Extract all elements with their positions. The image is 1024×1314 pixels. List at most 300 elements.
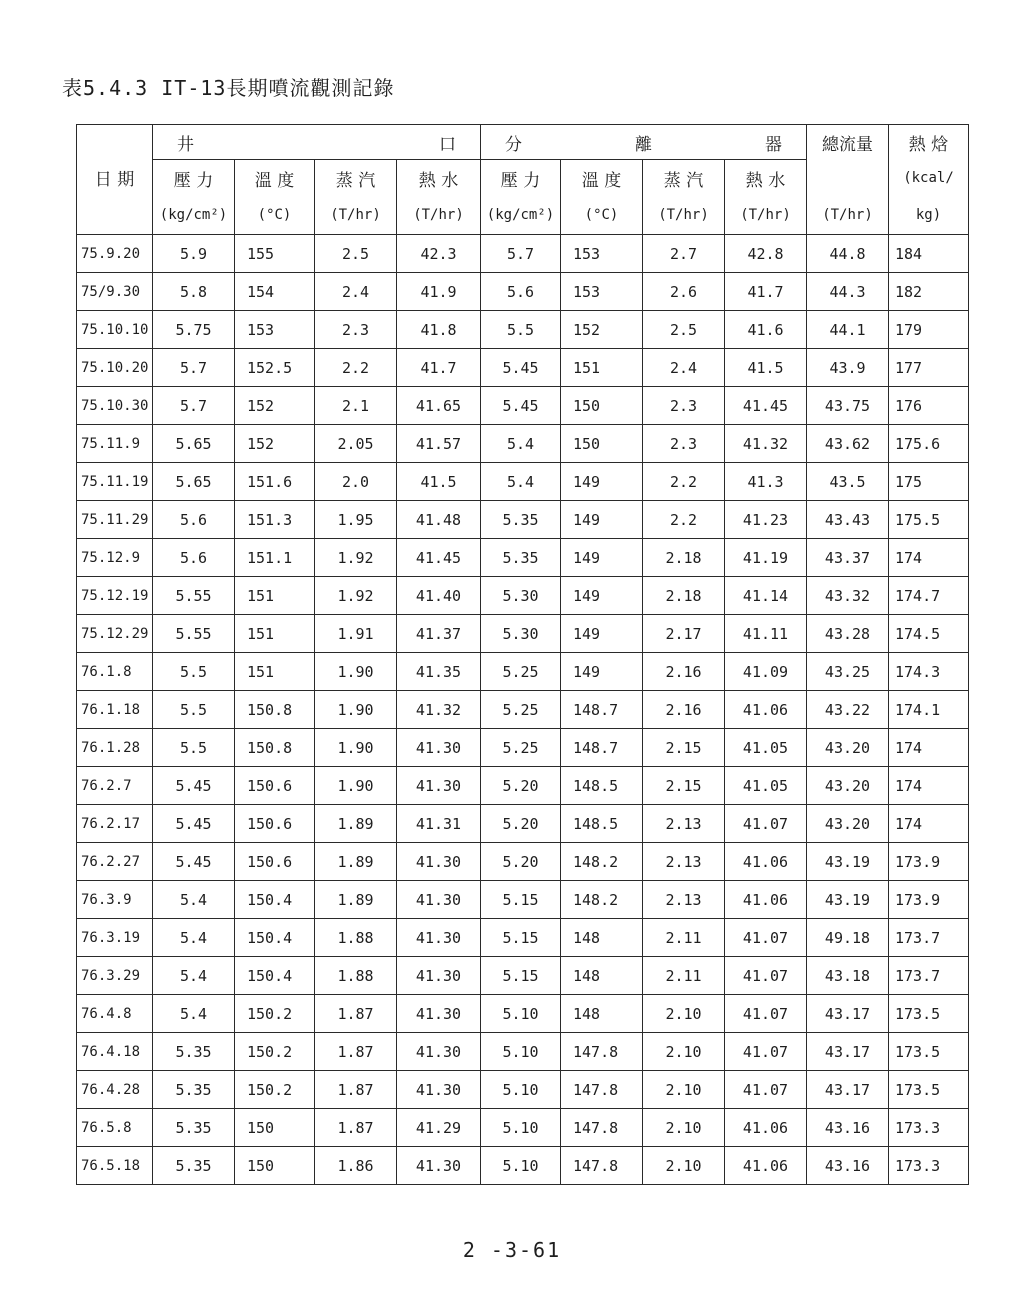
sep-temperature-cell: 153 xyxy=(561,273,643,311)
wh-hot-water-unit: (T/hr) xyxy=(397,196,481,235)
sep-pressure-cell: 5.15 xyxy=(481,957,561,995)
enthalpy-cell: 173.5 xyxy=(889,1033,969,1071)
table-row xyxy=(77,653,969,691)
table-row xyxy=(77,843,969,881)
wh-steam-cell: 2.2 xyxy=(315,349,397,387)
date-cell: 76.4.8 xyxy=(77,995,153,1033)
observation-table-wrapper xyxy=(76,124,969,1185)
total-flow-cell: 43.75 xyxy=(807,387,889,425)
sep-hot-water-cell: 41.23 xyxy=(725,501,807,539)
sep-hot-water-cell: 41.05 xyxy=(725,729,807,767)
enthalpy-cell: 174 xyxy=(889,539,969,577)
sep-hot-water-cell: 42.8 xyxy=(725,235,807,273)
sep-temperature-cell: 148.2 xyxy=(561,843,643,881)
sep-hot-water-header: 熱 水 xyxy=(725,160,807,197)
table-row xyxy=(77,1109,969,1147)
wh-hot-water-cell: 41.30 xyxy=(397,1033,481,1071)
sep-temperature-unit: (°C) xyxy=(561,196,643,235)
table-row xyxy=(77,501,969,539)
wh-temperature-unit: (°C) xyxy=(235,196,315,235)
table-row xyxy=(77,1071,969,1109)
sep-temperature-cell: 149 xyxy=(561,577,643,615)
sep-hot-water-cell: 41.3 xyxy=(725,463,807,501)
enthalpy-cell: 179 xyxy=(889,311,969,349)
wh-pressure-cell: 5.75 xyxy=(153,311,235,349)
total-flow-header: 總流量 xyxy=(807,125,889,160)
wh-pressure-cell: 5.9 xyxy=(153,235,235,273)
page-number: 2 -3-61 xyxy=(462,1238,562,1262)
wh-temperature-cell: 152 xyxy=(235,387,315,425)
wh-pressure-cell: 5.5 xyxy=(153,653,235,691)
wh-steam-cell: 1.87 xyxy=(315,1109,397,1147)
date-header-bottom xyxy=(77,196,153,235)
sep-hot-water-cell: 41.07 xyxy=(725,805,807,843)
wh-steam-header: 蒸 汽 xyxy=(315,160,397,197)
wh-temperature-cell: 150.6 xyxy=(235,805,315,843)
wh-temperature-cell: 151.1 xyxy=(235,539,315,577)
sep-hot-water-cell: 41.06 xyxy=(725,1147,807,1185)
date-cell: 76.3.19 xyxy=(77,919,153,957)
table-row xyxy=(77,881,969,919)
sep-pressure-cell: 5.35 xyxy=(481,501,561,539)
wh-hot-water-cell: 41.48 xyxy=(397,501,481,539)
sep-temperature-cell: 149 xyxy=(561,501,643,539)
wh-hot-water-cell: 41.29 xyxy=(397,1109,481,1147)
sep-hot-water-cell: 41.45 xyxy=(725,387,807,425)
wh-temperature-cell: 150.4 xyxy=(235,919,315,957)
enthalpy-cell: 173.9 xyxy=(889,843,969,881)
sep-steam-cell: 2.10 xyxy=(643,1033,725,1071)
total-flow-cell: 44.1 xyxy=(807,311,889,349)
sep-temperature-cell: 150 xyxy=(561,387,643,425)
wh-steam-cell: 1.95 xyxy=(315,501,397,539)
total-flow-cell: 43.9 xyxy=(807,349,889,387)
enthalpy-cell: 173.7 xyxy=(889,919,969,957)
total-flow-cell: 43.62 xyxy=(807,425,889,463)
wh-pressure-header: 壓 力 xyxy=(153,160,235,197)
date-cell: 75.10.20 xyxy=(77,349,153,387)
total-flow-cell: 43.37 xyxy=(807,539,889,577)
wh-temperature-cell: 150.8 xyxy=(235,691,315,729)
sep-pressure-cell: 5.30 xyxy=(481,615,561,653)
sep-temperature-cell: 149 xyxy=(561,615,643,653)
wh-steam-cell: 1.92 xyxy=(315,539,397,577)
sep-steam-cell: 2.10 xyxy=(643,995,725,1033)
sep-steam-cell: 2.4 xyxy=(643,349,725,387)
sep-pressure-cell: 5.15 xyxy=(481,881,561,919)
sep-pressure-cell: 5.25 xyxy=(481,691,561,729)
wh-hot-water-cell: 41.32 xyxy=(397,691,481,729)
wh-hot-water-cell: 41.57 xyxy=(397,425,481,463)
date-cell: 75.11.9 xyxy=(77,425,153,463)
wh-hot-water-cell: 41.30 xyxy=(397,767,481,805)
wh-temperature-cell: 150.6 xyxy=(235,843,315,881)
enthalpy-cell: 174 xyxy=(889,729,969,767)
wh-hot-water-cell: 41.30 xyxy=(397,843,481,881)
sep-temperature-cell: 153 xyxy=(561,235,643,273)
wh-hot-water-cell: 41.37 xyxy=(397,615,481,653)
sep-temperature-cell: 149 xyxy=(561,539,643,577)
wh-temperature-cell: 150.8 xyxy=(235,729,315,767)
total-flow-cell: 43.25 xyxy=(807,653,889,691)
sep-temperature-cell: 147.8 xyxy=(561,1147,643,1185)
enthalpy-header: 熱 焓 xyxy=(889,125,969,160)
sep-steam-cell: 2.16 xyxy=(643,691,725,729)
wh-temperature-cell: 151 xyxy=(235,615,315,653)
sep-hot-water-cell: 41.07 xyxy=(725,995,807,1033)
wh-hot-water-cell: 41.30 xyxy=(397,881,481,919)
sep-hot-water-cell: 41.06 xyxy=(725,881,807,919)
wh-temperature-cell: 150.2 xyxy=(235,1071,315,1109)
wh-pressure-cell: 5.5 xyxy=(153,729,235,767)
total-flow-cell: 43.5 xyxy=(807,463,889,501)
table-title: 表5.4.3 IT-13長期噴流觀測記錄 xyxy=(62,76,395,100)
sep-temperature-cell: 148 xyxy=(561,957,643,995)
total-flow-cell: 43.16 xyxy=(807,1147,889,1185)
sep-pressure-cell: 5.10 xyxy=(481,995,561,1033)
date-cell: 76.5.8 xyxy=(77,1109,153,1147)
date-cell: 76.3.9 xyxy=(77,881,153,919)
total-flow-cell: 49.18 xyxy=(807,919,889,957)
enthalpy-cell: 173.5 xyxy=(889,995,969,1033)
enthalpy-cell: 174.1 xyxy=(889,691,969,729)
sep-temperature-cell: 148 xyxy=(561,919,643,957)
wh-steam-cell: 1.90 xyxy=(315,767,397,805)
sep-steam-cell: 2.3 xyxy=(643,387,725,425)
enthalpy-cell: 174.3 xyxy=(889,653,969,691)
sep-temperature-cell: 149 xyxy=(561,463,643,501)
sep-hot-water-cell: 41.07 xyxy=(725,1071,807,1109)
wh-steam-cell: 1.89 xyxy=(315,881,397,919)
wh-temperature-cell: 153 xyxy=(235,311,315,349)
date-cell: 75.12.19 xyxy=(77,577,153,615)
wellhead-label-left: 井 xyxy=(177,134,194,155)
table-row xyxy=(77,311,969,349)
enthalpy-cell: 184 xyxy=(889,235,969,273)
wh-hot-water-cell: 41.8 xyxy=(397,311,481,349)
date-cell: 75.11.29 xyxy=(77,501,153,539)
table-row xyxy=(77,805,969,843)
total-flow-cell: 43.20 xyxy=(807,767,889,805)
wh-temperature-cell: 151.6 xyxy=(235,463,315,501)
wh-pressure-cell: 5.35 xyxy=(153,1033,235,1071)
wh-pressure-cell: 5.65 xyxy=(153,425,235,463)
wellhead-group-header xyxy=(153,125,481,160)
enthalpy-cell: 177 xyxy=(889,349,969,387)
wh-pressure-cell: 5.35 xyxy=(153,1071,235,1109)
enthalpy-cell: 175 xyxy=(889,463,969,501)
wh-temperature-cell: 155 xyxy=(235,235,315,273)
date-header: 日 期 xyxy=(77,160,153,197)
total-flow-cell: 43.19 xyxy=(807,881,889,919)
wh-temperature-cell: 151.3 xyxy=(235,501,315,539)
sep-temperature-cell: 150 xyxy=(561,425,643,463)
sep-pressure-unit: (kg/cm²) xyxy=(481,196,561,235)
wh-steam-cell: 1.88 xyxy=(315,957,397,995)
table-row xyxy=(77,349,969,387)
sep-steam-cell: 2.6 xyxy=(643,273,725,311)
enthalpy-unit-top: (kcal/ xyxy=(889,160,969,197)
wh-pressure-cell: 5.7 xyxy=(153,387,235,425)
wh-temperature-cell: 150 xyxy=(235,1109,315,1147)
sep-temperature-cell: 148.2 xyxy=(561,881,643,919)
total-flow-unit: (T/hr) xyxy=(807,196,889,235)
wh-pressure-cell: 5.4 xyxy=(153,995,235,1033)
sep-temperature-cell: 147.8 xyxy=(561,1033,643,1071)
table-row xyxy=(77,577,969,615)
enthalpy-cell: 173.3 xyxy=(889,1109,969,1147)
enthalpy-cell: 173.7 xyxy=(889,957,969,995)
total-flow-cell: 43.22 xyxy=(807,691,889,729)
sep-hot-water-cell: 41.06 xyxy=(725,1109,807,1147)
wh-steam-cell: 1.91 xyxy=(315,615,397,653)
sep-temperature-cell: 147.8 xyxy=(561,1109,643,1147)
wh-steam-cell: 2.05 xyxy=(315,425,397,463)
sep-hot-water-cell: 41.06 xyxy=(725,843,807,881)
sep-pressure-cell: 5.45 xyxy=(481,387,561,425)
sep-pressure-cell: 5.5 xyxy=(481,311,561,349)
wh-pressure-cell: 5.4 xyxy=(153,881,235,919)
table-row xyxy=(77,957,969,995)
observation-table xyxy=(76,124,969,1185)
sep-pressure-cell: 5.30 xyxy=(481,577,561,615)
enthalpy-cell: 174.7 xyxy=(889,577,969,615)
sep-steam-cell: 2.2 xyxy=(643,501,725,539)
total-flow-cell: 43.28 xyxy=(807,615,889,653)
sep-hot-water-cell: 41.6 xyxy=(725,311,807,349)
sep-steam-cell: 2.15 xyxy=(643,767,725,805)
total-flow-cell: 43.18 xyxy=(807,957,889,995)
sep-temperature-cell: 149 xyxy=(561,653,643,691)
wh-steam-cell: 2.5 xyxy=(315,235,397,273)
enthalpy-cell: 173.9 xyxy=(889,881,969,919)
wh-pressure-cell: 5.65 xyxy=(153,463,235,501)
wh-hot-water-header: 熱 水 xyxy=(397,160,481,197)
wh-steam-cell: 1.87 xyxy=(315,1033,397,1071)
wh-pressure-cell: 5.6 xyxy=(153,501,235,539)
wh-temperature-cell: 150.4 xyxy=(235,881,315,919)
sep-hot-water-cell: 41.14 xyxy=(725,577,807,615)
wh-hot-water-cell: 41.31 xyxy=(397,805,481,843)
table-row xyxy=(77,425,969,463)
sep-pressure-cell: 5.10 xyxy=(481,1071,561,1109)
enthalpy-cell: 174 xyxy=(889,767,969,805)
sep-steam-cell: 2.13 xyxy=(643,843,725,881)
sep-hot-water-unit: (T/hr) xyxy=(725,196,807,235)
sep-hot-water-cell: 41.19 xyxy=(725,539,807,577)
wh-hot-water-cell: 41.45 xyxy=(397,539,481,577)
sep-temperature-cell: 148.5 xyxy=(561,767,643,805)
sep-steam-cell: 2.13 xyxy=(643,881,725,919)
date-cell: 75.12.29 xyxy=(77,615,153,653)
sep-hot-water-cell: 41.32 xyxy=(725,425,807,463)
date-cell: 75.10.30 xyxy=(77,387,153,425)
date-cell: 76.4.28 xyxy=(77,1071,153,1109)
date-cell: 76.4.18 xyxy=(77,1033,153,1071)
separator-group-header xyxy=(481,125,807,160)
total-flow-cell: 43.17 xyxy=(807,995,889,1033)
total-flow-cell: 43.19 xyxy=(807,843,889,881)
wh-pressure-cell: 5.6 xyxy=(153,539,235,577)
date-cell: 76.2.17 xyxy=(77,805,153,843)
wh-pressure-cell: 5.35 xyxy=(153,1147,235,1185)
sep-steam-unit: (T/hr) xyxy=(643,196,725,235)
wh-hot-water-cell: 42.3 xyxy=(397,235,481,273)
wh-hot-water-cell: 41.30 xyxy=(397,1071,481,1109)
sep-steam-cell: 2.7 xyxy=(643,235,725,273)
wh-hot-water-cell: 41.65 xyxy=(397,387,481,425)
wh-pressure-cell: 5.8 xyxy=(153,273,235,311)
wh-steam-cell: 1.88 xyxy=(315,919,397,957)
wh-pressure-cell: 5.7 xyxy=(153,349,235,387)
total-flow-header-mid xyxy=(807,160,889,197)
sep-hot-water-cell: 41.7 xyxy=(725,273,807,311)
sep-hot-water-cell: 41.07 xyxy=(725,957,807,995)
wh-hot-water-cell: 41.5 xyxy=(397,463,481,501)
wh-hot-water-cell: 41.30 xyxy=(397,957,481,995)
enthalpy-cell: 175.6 xyxy=(889,425,969,463)
sep-hot-water-cell: 41.05 xyxy=(725,767,807,805)
wh-steam-cell: 1.90 xyxy=(315,691,397,729)
table-row xyxy=(77,615,969,653)
sep-hot-water-cell: 41.06 xyxy=(725,691,807,729)
wh-hot-water-cell: 41.30 xyxy=(397,1147,481,1185)
wh-temperature-cell: 151 xyxy=(235,653,315,691)
sep-pressure-cell: 5.4 xyxy=(481,425,561,463)
wh-hot-water-cell: 41.30 xyxy=(397,995,481,1033)
wh-hot-water-cell: 41.40 xyxy=(397,577,481,615)
sep-steam-cell: 2.11 xyxy=(643,919,725,957)
sep-steam-cell: 2.10 xyxy=(643,1109,725,1147)
sep-pressure-cell: 5.45 xyxy=(481,349,561,387)
total-flow-cell: 43.43 xyxy=(807,501,889,539)
enthalpy-cell: 174 xyxy=(889,805,969,843)
wh-steam-cell: 1.90 xyxy=(315,729,397,767)
sep-temperature-cell: 151 xyxy=(561,349,643,387)
table-row xyxy=(77,1033,969,1071)
enthalpy-cell: 173.5 xyxy=(889,1071,969,1109)
sep-steam-cell: 2.2 xyxy=(643,463,725,501)
date-cell: 75.11.19 xyxy=(77,463,153,501)
table-row xyxy=(77,1147,969,1185)
total-flow-cell: 44.8 xyxy=(807,235,889,273)
table-row xyxy=(77,729,969,767)
wh-steam-cell: 2.1 xyxy=(315,387,397,425)
wh-pressure-cell: 5.4 xyxy=(153,957,235,995)
sep-steam-cell: 2.11 xyxy=(643,957,725,995)
sep-steam-cell: 2.18 xyxy=(643,577,725,615)
wh-steam-cell: 2.4 xyxy=(315,273,397,311)
table-row xyxy=(77,691,969,729)
sep-temperature-cell: 148.5 xyxy=(561,805,643,843)
wh-temperature-cell: 154 xyxy=(235,273,315,311)
wh-pressure-cell: 5.35 xyxy=(153,1109,235,1147)
sep-hot-water-cell: 41.09 xyxy=(725,653,807,691)
sep-temperature-cell: 147.8 xyxy=(561,1071,643,1109)
wh-temperature-cell: 152 xyxy=(235,425,315,463)
table-row xyxy=(77,235,969,273)
sep-pressure-cell: 5.20 xyxy=(481,767,561,805)
sep-temperature-header: 溫 度 xyxy=(561,160,643,197)
table-row xyxy=(77,463,969,501)
wh-temperature-cell: 150.6 xyxy=(235,767,315,805)
enthalpy-unit-bottom: kg) xyxy=(889,196,969,235)
wh-hot-water-cell: 41.30 xyxy=(397,919,481,957)
wh-temperature-cell: 151 xyxy=(235,577,315,615)
wh-steam-cell: 2.0 xyxy=(315,463,397,501)
sep-pressure-cell: 5.15 xyxy=(481,919,561,957)
wh-temperature-cell: 152.5 xyxy=(235,349,315,387)
wellhead-label-right: 口 xyxy=(439,134,456,155)
wh-hot-water-cell: 41.9 xyxy=(397,273,481,311)
wh-steam-cell: 1.87 xyxy=(315,995,397,1033)
wh-steam-cell: 1.86 xyxy=(315,1147,397,1185)
sep-steam-cell: 2.16 xyxy=(643,653,725,691)
total-flow-cell: 43.17 xyxy=(807,1033,889,1071)
wh-pressure-cell: 5.55 xyxy=(153,615,235,653)
table-body xyxy=(77,235,969,1185)
sep-pressure-header: 壓 力 xyxy=(481,160,561,197)
sep-pressure-cell: 5.10 xyxy=(481,1147,561,1185)
sep-temperature-cell: 148.7 xyxy=(561,729,643,767)
sep-pressure-cell: 5.20 xyxy=(481,805,561,843)
total-flow-cell: 44.3 xyxy=(807,273,889,311)
date-cell: 76.5.18 xyxy=(77,1147,153,1185)
wh-temperature-cell: 150.4 xyxy=(235,957,315,995)
sep-temperature-cell: 148 xyxy=(561,995,643,1033)
wh-pressure-cell: 5.45 xyxy=(153,843,235,881)
date-cell: 76.2.7 xyxy=(77,767,153,805)
sep-steam-cell: 2.13 xyxy=(643,805,725,843)
date-cell: 75.10.10 xyxy=(77,311,153,349)
sep-pressure-cell: 5.6 xyxy=(481,273,561,311)
sep-steam-header: 蒸 汽 xyxy=(643,160,725,197)
wh-temperature-cell: 150.2 xyxy=(235,1033,315,1071)
sep-pressure-cell: 5.25 xyxy=(481,729,561,767)
sep-temperature-cell: 152 xyxy=(561,311,643,349)
sep-steam-cell: 2.10 xyxy=(643,1071,725,1109)
total-flow-cell: 43.16 xyxy=(807,1109,889,1147)
sep-hot-water-cell: 41.07 xyxy=(725,919,807,957)
date-cell: 75/9.30 xyxy=(77,273,153,311)
sep-steam-cell: 2.17 xyxy=(643,615,725,653)
date-cell: 76.1.8 xyxy=(77,653,153,691)
date-cell: 76.3.29 xyxy=(77,957,153,995)
wh-steam-cell: 1.89 xyxy=(315,805,397,843)
wh-pressure-cell: 5.55 xyxy=(153,577,235,615)
sep-pressure-cell: 5.20 xyxy=(481,843,561,881)
enthalpy-cell: 173.3 xyxy=(889,1147,969,1185)
wh-steam-cell: 1.90 xyxy=(315,653,397,691)
wh-temperature-cell: 150.2 xyxy=(235,995,315,1033)
wh-steam-cell: 1.89 xyxy=(315,843,397,881)
enthalpy-cell: 176 xyxy=(889,387,969,425)
table-row xyxy=(77,539,969,577)
separator-label-2: 離 xyxy=(635,134,652,155)
wh-pressure-cell: 5.45 xyxy=(153,767,235,805)
sep-pressure-cell: 5.10 xyxy=(481,1033,561,1071)
wh-hot-water-cell: 41.7 xyxy=(397,349,481,387)
wh-pressure-cell: 5.45 xyxy=(153,805,235,843)
sep-pressure-cell: 5.35 xyxy=(481,539,561,577)
wh-hot-water-cell: 41.35 xyxy=(397,653,481,691)
table-row xyxy=(77,767,969,805)
enthalpy-cell: 182 xyxy=(889,273,969,311)
wh-pressure-cell: 5.5 xyxy=(153,691,235,729)
sep-pressure-cell: 5.4 xyxy=(481,463,561,501)
sep-pressure-cell: 5.10 xyxy=(481,1109,561,1147)
date-cell: 76.2.27 xyxy=(77,843,153,881)
